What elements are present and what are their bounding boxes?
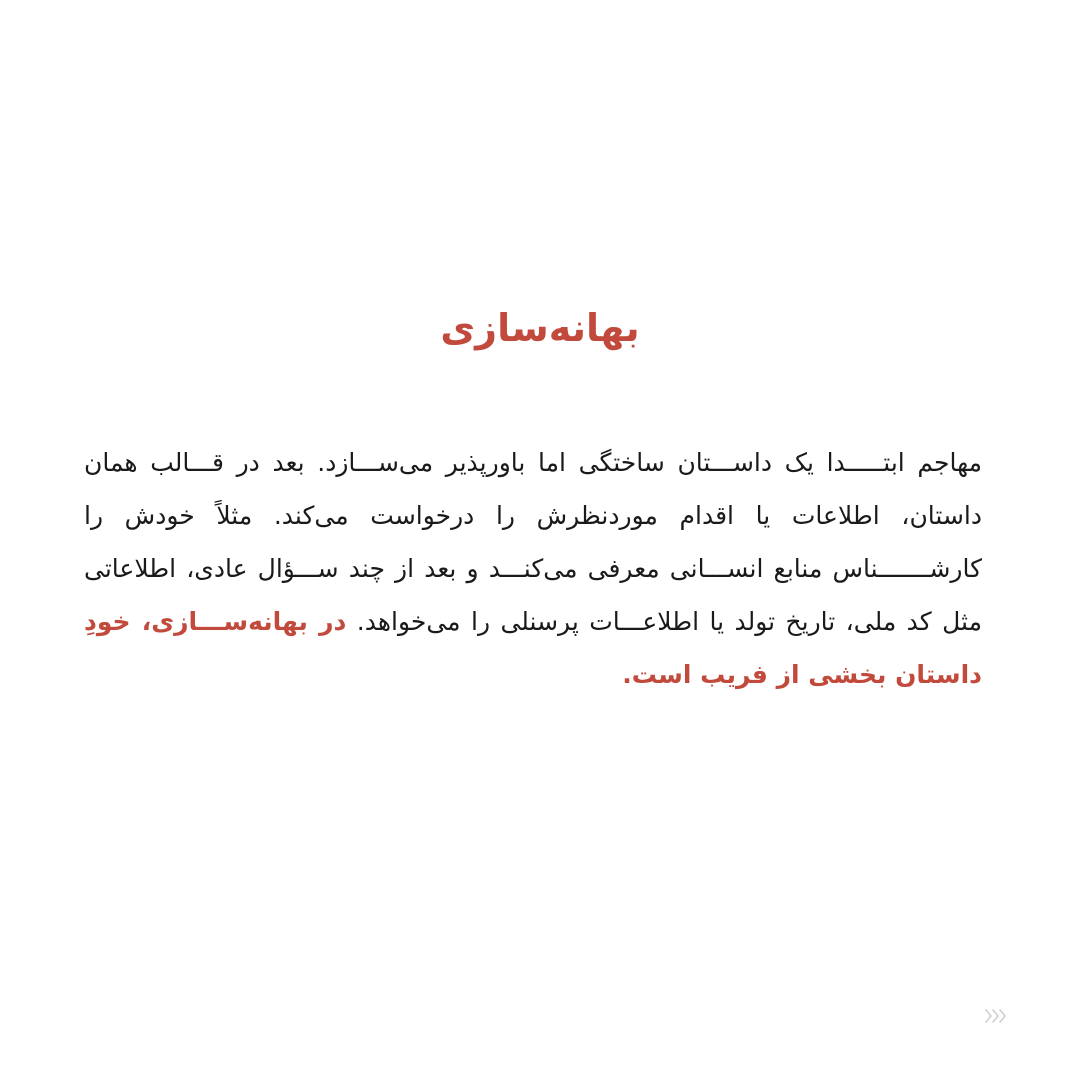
body-main-text: مهاجم ابتـــــدا یک داســـتان ساختگی اما باورپذیر می‌ســـازد. بعد در قـــالب همان داستان، اطلاعات یا اقدام موردنظرش را درخواست می‌کند. مثلاً خودش را کارشـــــــناس منابع انســـانی معرفی می‌کنـــد و بعد از چند ســـؤال عادی، اطلاعاتی مثل کد ملی، تاریخ تولد یا اطلاعـــات پرسنلی را می‌خواهد. (84, 448, 982, 636)
body-paragraph (84, 436, 982, 701)
chevron-triple-right-icon[interactable] (984, 1006, 1008, 1026)
slide-title: بهانه‌سازی (440, 306, 640, 350)
body-highlight-text: در بهانه‌ســـازی، خودِ داستان بخشی از فریب است. (84, 607, 982, 689)
